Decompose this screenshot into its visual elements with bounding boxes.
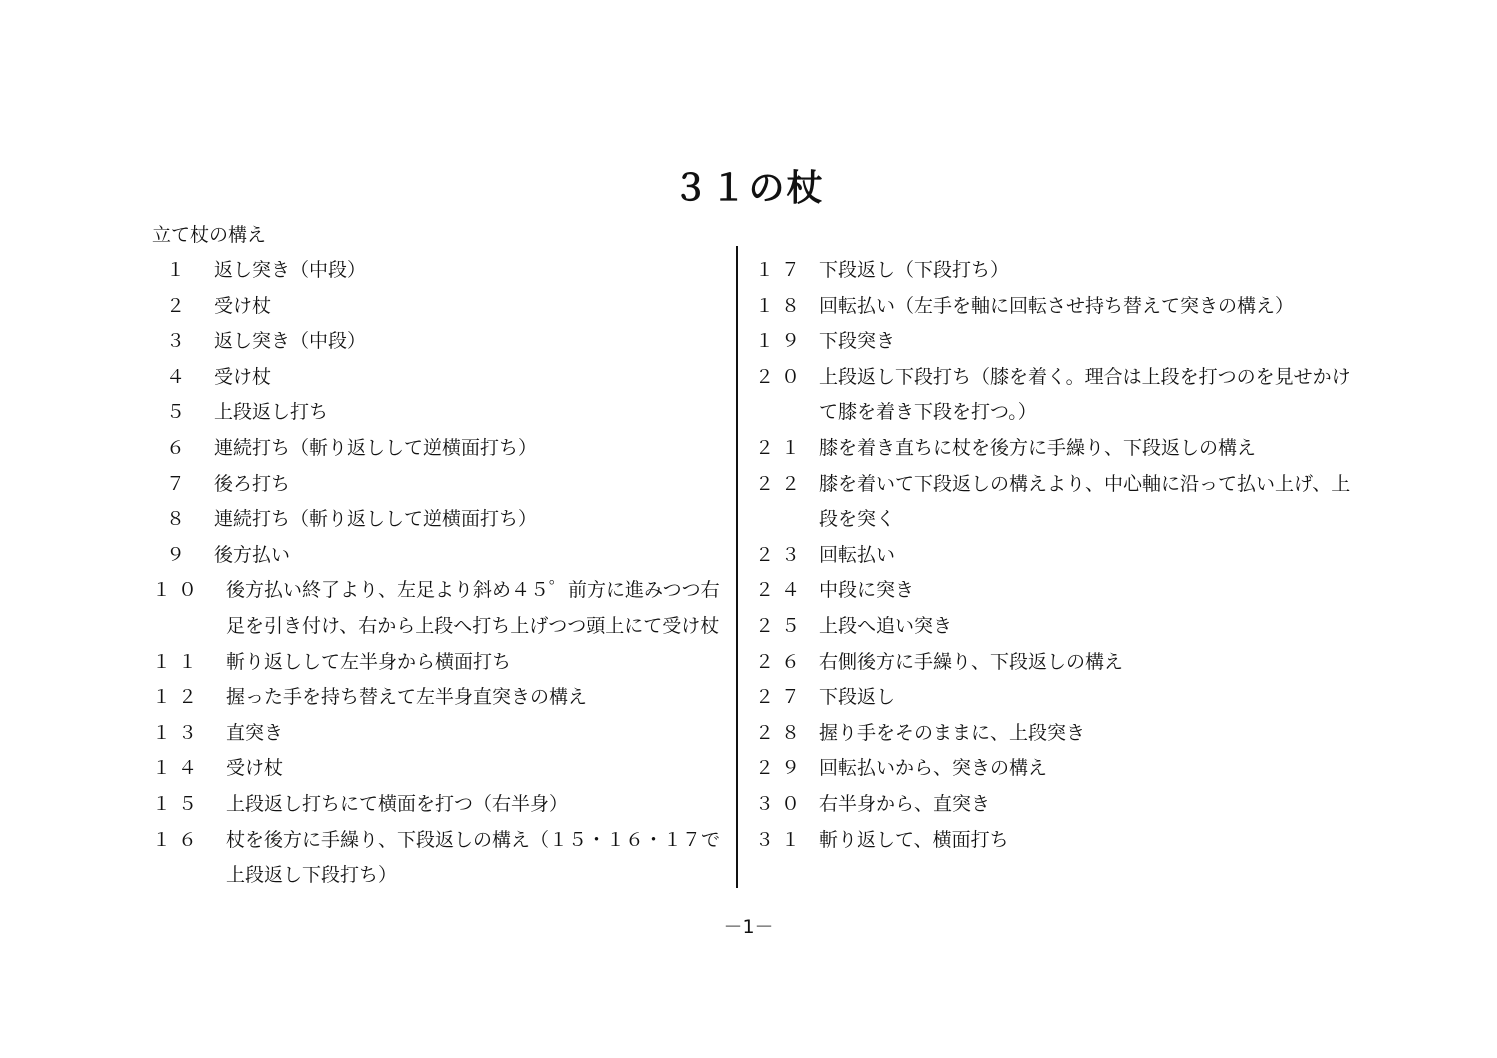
item-number: １０ xyxy=(152,579,205,602)
item-number: ５ xyxy=(165,401,192,424)
item-text: 杖を後方に手繰り、下段返しの構え（１５・１６・１７で上段返し下段打ち） xyxy=(226,828,721,887)
list-item xyxy=(755,823,1355,859)
list-item xyxy=(755,680,1355,716)
item-number: １９ xyxy=(755,330,808,353)
item-text: 右半身から、直突き xyxy=(819,792,991,815)
list-item xyxy=(152,538,727,574)
list-item xyxy=(152,395,727,431)
list-item xyxy=(755,360,1355,431)
list-item xyxy=(755,324,1355,360)
list-item xyxy=(152,823,727,894)
list-item xyxy=(152,289,727,325)
list-item xyxy=(152,573,727,644)
item-text: 膝を着き直ちに杖を後方に手繰り、下段返しの構え xyxy=(819,436,1257,459)
item-text: 下段突き xyxy=(819,330,896,353)
item-text: 後方払い xyxy=(214,543,291,566)
list-item xyxy=(152,787,727,823)
list-item xyxy=(755,431,1355,467)
item-text: 受け杖 xyxy=(214,294,272,317)
stance-label: 立て杖の構え xyxy=(152,224,267,246)
item-text: 斬り返して、横面打ち xyxy=(819,828,1009,851)
list-item xyxy=(755,253,1355,289)
list-item xyxy=(152,431,727,467)
item-text: 下段返し（下段打ち） xyxy=(819,259,1010,281)
item-number: １４ xyxy=(152,757,205,780)
item-text: 握った手を持ち替えて左半身直突きの構え xyxy=(226,686,588,709)
list-item xyxy=(152,751,727,787)
item-number: ２３ xyxy=(755,543,808,566)
item-text: 受け杖 xyxy=(226,757,284,780)
item-text: 下段返し xyxy=(819,686,896,709)
list-item xyxy=(152,680,727,716)
list-item xyxy=(152,502,727,538)
item-number: ２５ xyxy=(755,614,808,637)
list-item xyxy=(755,751,1355,787)
item-number: ２２ xyxy=(755,472,808,495)
item-text: 返し突き（中段） xyxy=(214,330,367,353)
list-item xyxy=(755,573,1355,609)
item-number: １８ xyxy=(755,294,808,317)
item-text: 右側後方に手繰り、下段返しの構え xyxy=(819,650,1124,673)
list-item xyxy=(755,609,1355,645)
item-number: ６ xyxy=(165,436,192,459)
list-item xyxy=(755,467,1355,538)
item-number: １６ xyxy=(152,828,205,851)
list-item xyxy=(152,253,727,289)
item-text: 中段に突き xyxy=(819,579,915,602)
item-number: １５ xyxy=(152,792,205,815)
list-item xyxy=(152,324,727,360)
item-number: ２９ xyxy=(755,757,808,780)
item-text: 上段返し打ち xyxy=(214,401,329,424)
item-number: ２８ xyxy=(755,721,808,744)
right-column-list xyxy=(755,253,1355,858)
list-item xyxy=(755,716,1355,752)
item-text: 斬り返しして左半身から横面打ち xyxy=(226,650,512,673)
item-text: 回転払いから、突きの構え xyxy=(819,757,1048,780)
item-number: ２７ xyxy=(755,686,808,709)
item-number: ２４ xyxy=(755,579,808,602)
item-number: ２６ xyxy=(755,650,808,673)
item-text: 上段返し下段打ち（膝を着く。理合は上段を打つのを見せかけて膝を着き下段を打つ。） xyxy=(819,365,1351,424)
item-text: 回転払い xyxy=(819,543,896,566)
item-number: １２ xyxy=(152,686,205,709)
item-number: ８ xyxy=(165,508,192,531)
item-number: １３ xyxy=(152,721,205,744)
item-number: １７ xyxy=(755,259,808,281)
item-text: 上段返し打ちにて横面を打つ（右半身） xyxy=(226,792,569,815)
list-item xyxy=(755,787,1355,823)
item-text: 上段へ追い突き xyxy=(819,614,953,637)
page-number: －1－ xyxy=(723,916,774,938)
page-title: ３１の杖 xyxy=(672,168,825,209)
list-item xyxy=(755,289,1355,325)
item-text: 後ろ打ち xyxy=(214,472,291,495)
item-text: 返し突き（中段） xyxy=(214,259,367,281)
item-number: ２０ xyxy=(755,365,808,388)
column-divider xyxy=(736,246,738,888)
list-item xyxy=(755,645,1355,681)
item-number: ３１ xyxy=(755,828,808,851)
item-number: ３ xyxy=(165,330,192,353)
item-number: ７ xyxy=(165,472,192,495)
item-number: ２１ xyxy=(755,436,808,459)
list-item xyxy=(152,716,727,752)
list-item xyxy=(152,360,727,396)
item-text: 膝を着いて下段返しの構えより、中心軸に沿って払い上げ、上段を突く xyxy=(819,472,1351,531)
item-number: １１ xyxy=(152,650,205,673)
item-text: 後方払い終了より、左足より斜め４５゜前方に進みつつ右足を引き付け、右から上段へ打ち上げつつ頭上にて受け杖 xyxy=(226,579,720,637)
item-number: ９ xyxy=(165,543,192,566)
left-column-list xyxy=(152,253,727,894)
item-text: 受け杖 xyxy=(214,365,272,388)
item-text: 握り手をそのままに、上段突き xyxy=(819,721,1086,744)
item-text: 回転払い（左手を軸に回転させ持ち替えて突きの構え） xyxy=(819,294,1295,317)
item-number: ４ xyxy=(165,365,192,388)
list-item xyxy=(152,645,727,681)
item-number: １ xyxy=(165,259,192,281)
item-number: ３０ xyxy=(755,792,808,815)
item-text: 連続打ち（斬り返しして逆横面打ち） xyxy=(214,508,538,531)
list-item xyxy=(152,467,727,503)
item-text: 直突き xyxy=(226,721,284,744)
list-item xyxy=(755,538,1355,574)
item-text: 連続打ち（斬り返しして逆横面打ち） xyxy=(214,436,538,459)
item-number: ２ xyxy=(165,294,192,317)
